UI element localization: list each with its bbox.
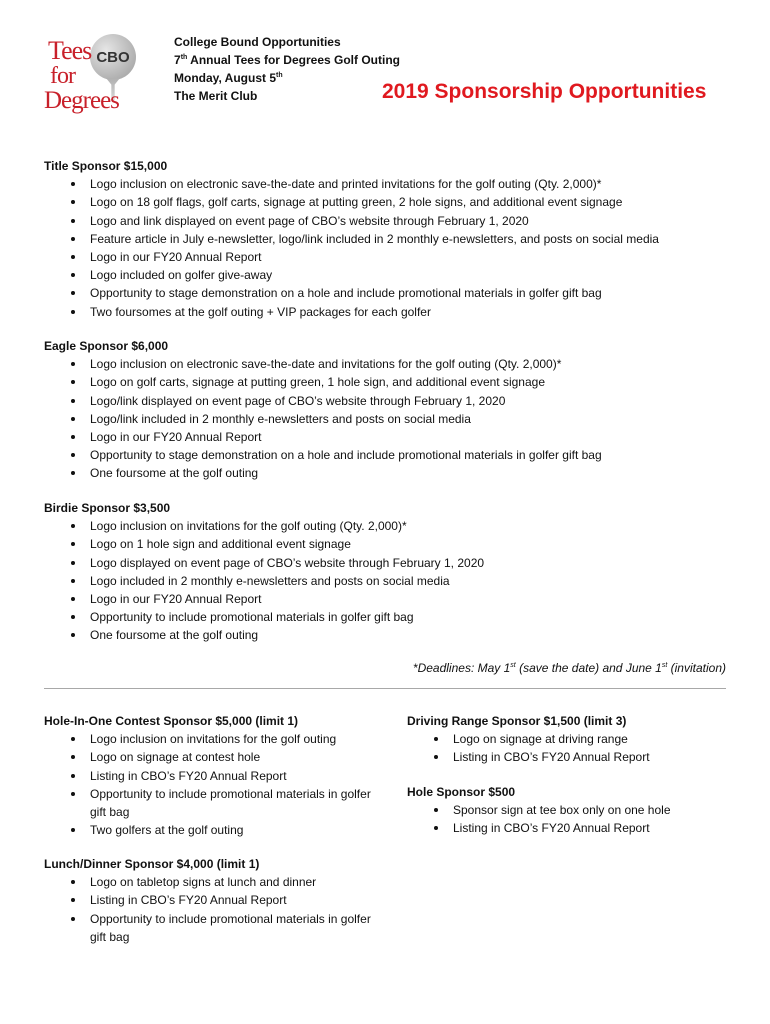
event-name: 7th Annual Tees for Degrees Golf Outing — [174, 53, 400, 67]
list-item: Logo on golf carts, signage at putting green, 1 hole sign, and additional event signage — [44, 373, 734, 391]
benefits-list — [44, 873, 374, 946]
logo-word-tees: Tees — [48, 36, 92, 65]
event-venue: The Merit Club — [174, 89, 258, 103]
list-item: Logo on signage at contest hole — [44, 748, 374, 766]
cbo-golf-ball-icon — [90, 34, 136, 80]
list-item: Opportunity to include promotional materials in golfer gift bag — [44, 608, 734, 626]
list-item: Feature article in July e-newsletter, logo/link included in 2 monthly e-newsletters, and posts on social media — [44, 230, 734, 248]
list-item: One foursome at the golf outing — [44, 464, 734, 482]
list-item: Logo in our FY20 Annual Report — [44, 428, 734, 446]
list-item: Logo and link displayed on event page of CBO’s website through February 1, 2020 — [44, 212, 734, 230]
list-item: Opportunity to stage demonstration on a hole and include promotional materials in golfer gift bag — [44, 446, 734, 464]
birdie-sponsor-section — [44, 499, 734, 645]
benefits-list — [44, 730, 374, 839]
logo-word-for: for — [50, 63, 75, 89]
section-heading: Lunch/Dinner Sponsor $4,000 (limit 1) — [44, 857, 260, 871]
section-heading: Eagle Sponsor $6,000 — [44, 339, 169, 353]
tees-for-degrees-logo — [44, 32, 140, 116]
event-header — [174, 33, 400, 105]
list-item: Logo on tabletop signs at lunch and dinner — [44, 873, 374, 891]
eagle-sponsor-section — [44, 337, 734, 483]
list-item: Logo inclusion on electronic save-the-date and invitations for the golf outing (Qty. 2,000)* — [44, 355, 734, 373]
benefits-list — [407, 730, 737, 766]
organization-name: College Bound Opportunities — [174, 35, 341, 49]
logo-badge-text: CBO — [96, 48, 130, 66]
title-sponsor-section — [44, 157, 734, 321]
list-item: Two golfers at the golf outing — [44, 821, 374, 839]
driving-range-sponsor-section — [407, 712, 737, 767]
section-heading: Hole Sponsor $500 — [407, 785, 516, 799]
list-item: Logo on 1 hole sign and additional event signage — [44, 535, 734, 553]
section-heading: Hole-In-One Contest Sponsor $5,000 (limit 1) — [44, 714, 299, 728]
list-item: Listing in CBO’s FY20 Annual Report — [44, 891, 374, 909]
list-item: Two foursomes at the golf outing + VIP packages for each golfer — [44, 303, 734, 321]
benefits-list — [44, 175, 734, 321]
list-item: Logo/link included in 2 monthly e-newsletters and posts on social media — [44, 410, 734, 428]
section-heading: Title Sponsor $15,000 — [44, 159, 168, 173]
logo-word-degrees: Degrees — [44, 87, 119, 114]
list-item: Logo included in 2 monthly e-newsletters and posts on social media — [44, 572, 734, 590]
event-date: Monday, August 5th — [174, 71, 283, 85]
list-item: One foursome at the golf outing — [44, 626, 734, 644]
list-item: Logo inclusion on invitations for the golf outing (Qty. 2,000)* — [44, 517, 734, 535]
page-title: 2019 Sponsorship Opportunities — [382, 80, 707, 103]
hole-sponsor-section — [407, 783, 737, 838]
list-item: Logo inclusion on invitations for the golf outing — [44, 730, 374, 748]
list-item: Logo included on golfer give-away — [44, 266, 734, 284]
section-divider — [44, 688, 726, 689]
list-item: Opportunity to include promotional materials in golfer gift bag — [44, 785, 374, 821]
list-item: Logo in our FY20 Annual Report — [44, 248, 734, 266]
list-item: Listing in CBO’s FY20 Annual Report — [44, 767, 374, 785]
benefits-list — [407, 801, 737, 837]
list-item: Sponsor sign at tee box only on one hole — [407, 801, 737, 819]
list-item: Logo displayed on event page of CBO’s website through February 1, 2020 — [44, 554, 734, 572]
list-item: Listing in CBO’s FY20 Annual Report — [407, 819, 737, 837]
list-item: Listing in CBO’s FY20 Annual Report — [407, 748, 737, 766]
benefits-list — [44, 517, 734, 644]
list-item: Logo in our FY20 Annual Report — [44, 590, 734, 608]
list-item: Opportunity to include promotional materials in golfer gift bag — [44, 910, 374, 946]
deadline-note: *Deadlines: May 1st (save the date) and June 1st (invitation) — [412, 661, 726, 675]
lunch-dinner-sponsor-section — [44, 855, 374, 946]
list-item: Opportunity to stage demonstration on a hole and include promotional materials in golfer gift bag — [44, 284, 734, 302]
benefits-list — [44, 355, 734, 482]
list-item: Logo on 18 golf flags, golf carts, signage at putting green, 2 hole signs, and additional event signage — [44, 193, 734, 211]
hole-in-one-sponsor-section — [44, 712, 374, 839]
section-heading: Birdie Sponsor $3,500 — [44, 501, 171, 515]
list-item: Logo on signage at driving range — [407, 730, 737, 748]
section-heading: Driving Range Sponsor $1,500 (limit 3) — [407, 714, 627, 728]
list-item: Logo/link displayed on event page of CBO’s website through February 1, 2020 — [44, 392, 734, 410]
list-item: Logo inclusion on electronic save-the-date and printed invitations for the golf outing (Qty. 2,000)* — [44, 175, 734, 193]
